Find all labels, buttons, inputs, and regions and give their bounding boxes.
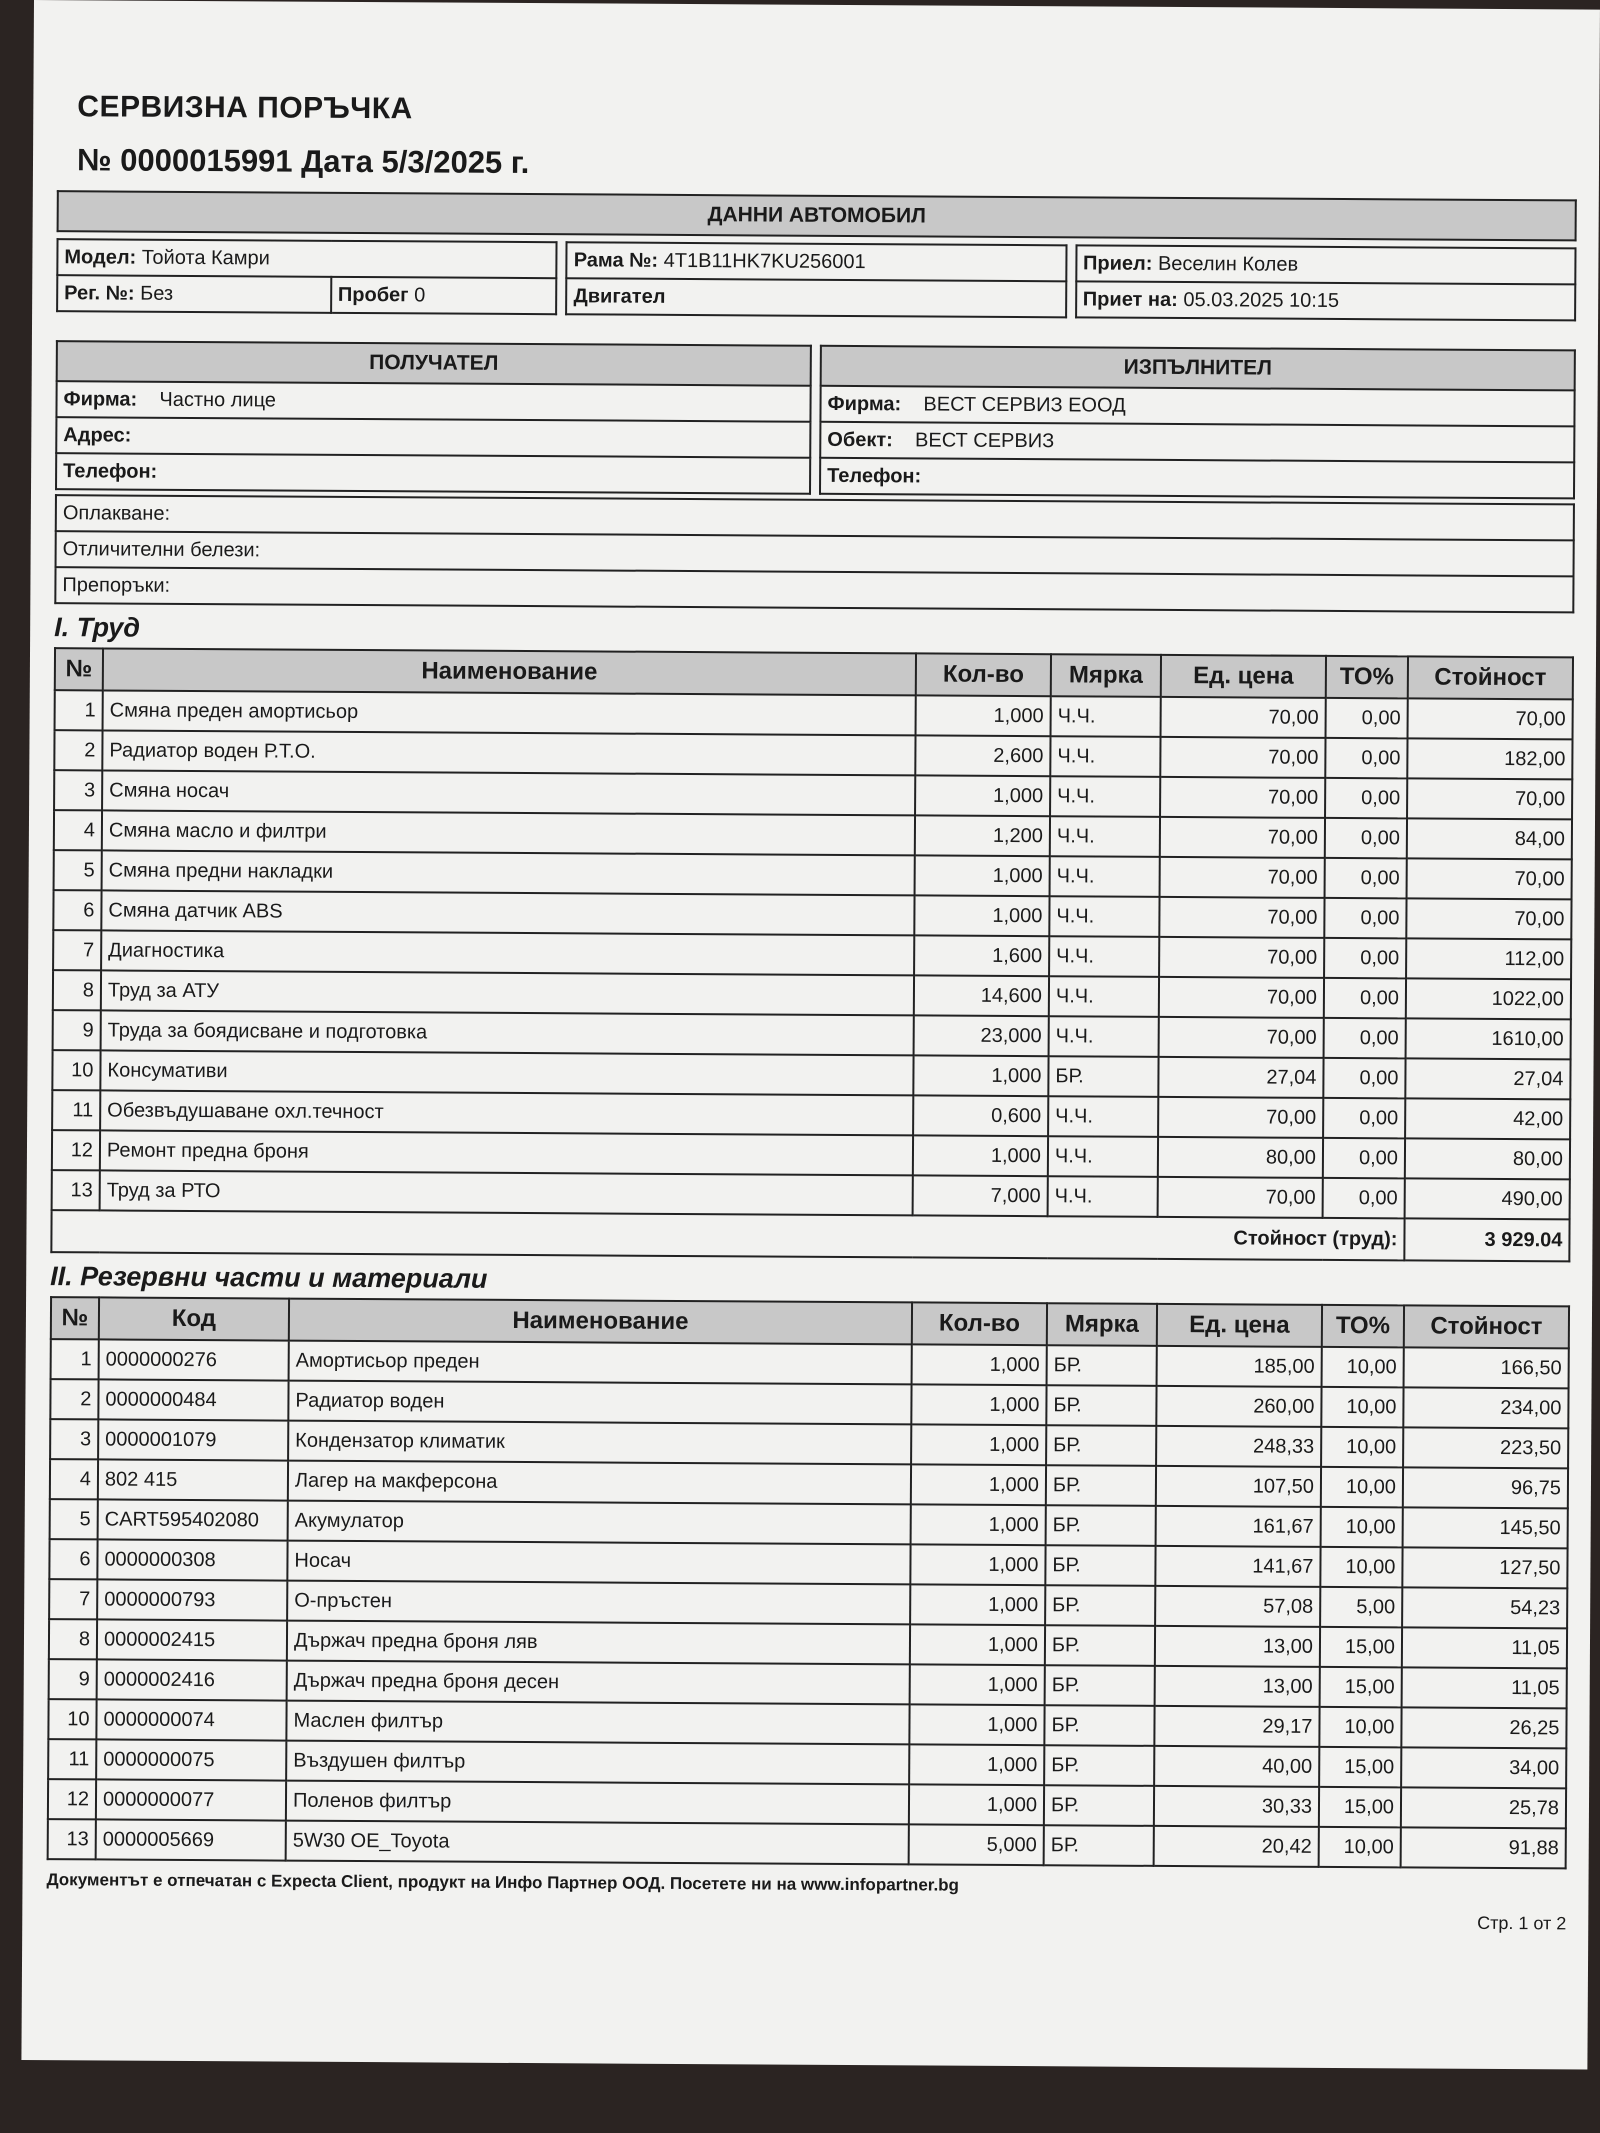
parts-cell: 141,67 [1155, 1546, 1320, 1587]
document-sheet [21, 0, 1600, 2070]
labor-cell: Ч.Ч. [1048, 1176, 1158, 1217]
vehicle-frame-box [565, 241, 1067, 318]
parts-cell: 13 [48, 1819, 96, 1859]
labor-section-title: I. Труд [54, 612, 141, 643]
labor-cell: Ч.Ч. [1050, 856, 1160, 897]
reg-label: Рег. №: [64, 281, 135, 305]
labor-cell: 1,000 [915, 775, 1050, 816]
parts-cell: 0000000484 [98, 1379, 288, 1420]
labor-cell: 1,000 [913, 1055, 1048, 1096]
labor-cell: 112,00 [1406, 938, 1571, 979]
received-on-value: 05.03.2025 10:15 [1183, 288, 1340, 312]
labor-total-value: 3 929.04 [1404, 1218, 1569, 1261]
parts-cell: 10,00 [1319, 1827, 1401, 1868]
parts-cell: 54,23 [1402, 1587, 1567, 1628]
frame-label: Рама №: [573, 248, 659, 272]
parts-cell: БР. [1044, 1705, 1154, 1746]
parts-table [47, 1296, 1570, 1869]
vehicle-receipt-box [1075, 244, 1577, 321]
labor-cell: Ч.Ч. [1050, 736, 1160, 777]
parts-cell: 91,88 [1401, 1827, 1566, 1868]
labor-cell: 0,00 [1325, 858, 1407, 899]
labor-cell: Ч.Ч. [1049, 896, 1159, 937]
labor-cell: Ч.Ч. [1048, 1136, 1158, 1177]
labor-cell: 80,00 [1158, 1137, 1323, 1178]
parts-cell: Акумулатор [288, 1501, 911, 1545]
labor-cell: 11 [52, 1090, 100, 1130]
parts-cell: 0000000308 [97, 1539, 287, 1580]
parts-cell: 0000000074 [96, 1699, 286, 1740]
labor-cell: 7,000 [913, 1175, 1048, 1216]
parts-cell: 1,000 [910, 1584, 1045, 1625]
model-value: Тойота Камри [141, 246, 270, 269]
parts-cell: 1,000 [911, 1504, 1046, 1545]
parts-header-cell: Код [99, 1297, 289, 1340]
parts-cell: БР. [1044, 1745, 1154, 1786]
parts-cell: 1,000 [911, 1384, 1046, 1425]
labor-cell: 0,00 [1324, 938, 1406, 979]
parts-cell: 10,00 [1319, 1707, 1401, 1748]
parts-header-cell: Ед. цена [1157, 1304, 1322, 1347]
labor-cell: Смяна предни накладки [102, 850, 915, 895]
parts-cell: 0000002415 [97, 1619, 287, 1660]
notes-table [54, 494, 1575, 613]
labor-cell: 3 [54, 770, 102, 810]
parts-cell: Държач предна броня десен [287, 1661, 910, 1705]
labor-cell: Ч.Ч. [1049, 976, 1159, 1017]
parts-cell: 10,00 [1321, 1467, 1403, 1508]
labor-cell: 9 [53, 1010, 101, 1050]
labor-cell: 70,00 [1158, 1177, 1323, 1218]
parts-cell: БР. [1046, 1465, 1156, 1506]
parts-cell: Амортисьор преден [289, 1341, 912, 1385]
parts-header-cell: Кол-во [912, 1302, 1047, 1345]
parts-cell: 0000000793 [97, 1579, 287, 1620]
parts-cell: 96,75 [1403, 1467, 1568, 1508]
labor-cell: 84,00 [1407, 818, 1572, 859]
parts-cell: 5,00 [1320, 1587, 1402, 1628]
parts-cell: 57,08 [1155, 1586, 1320, 1627]
labor-cell: 1 [55, 690, 103, 730]
recipient-table [55, 340, 812, 495]
parts-cell: 0000002416 [97, 1659, 287, 1700]
contractor-band: ИЗПЪЛНИТЕЛ [821, 346, 1575, 391]
footer-note: Документът е отпечатан с Expecta Client, продукт на Инфо Партнер ООД. Посетете ни на www.infopartner.bg [46, 1870, 960, 1895]
parts-cell: Маслен филтър [286, 1701, 909, 1745]
parts-cell: 1,000 [911, 1464, 1046, 1505]
parts-cell: 13,00 [1155, 1626, 1320, 1667]
labor-cell: 2,600 [915, 735, 1050, 776]
parts-cell: 145,50 [1403, 1507, 1568, 1548]
labor-cell: 13 [52, 1170, 100, 1210]
labor-cell: 1610,00 [1406, 1018, 1571, 1059]
vehicle-band: ДАННИ АВТОМОБИЛ [58, 191, 1576, 240]
parts-cell: 15,00 [1319, 1747, 1401, 1788]
parts-cell: 30,33 [1154, 1786, 1319, 1827]
labor-cell: Смяна преден амортисьор [103, 690, 916, 735]
parts-cell: 1,000 [910, 1664, 1045, 1705]
recipient-address-label: Адрес: [63, 423, 132, 447]
parts-cell: 234,00 [1403, 1387, 1568, 1428]
received-on-label: Приет на: [1082, 287, 1178, 311]
labor-cell: 0,00 [1323, 1058, 1405, 1099]
parts-cell: 26,25 [1401, 1707, 1566, 1748]
parts-cell: 166,50 [1404, 1347, 1569, 1388]
labor-cell: 0,00 [1325, 778, 1407, 819]
parts-cell: 127,50 [1402, 1547, 1567, 1588]
parts-cell: 10,00 [1321, 1387, 1403, 1428]
labor-cell: Труда за боядисване и подготовка [101, 1010, 914, 1055]
labor-cell: БР. [1048, 1056, 1158, 1097]
model-label: Модел: [64, 245, 137, 269]
parts-cell: Поленов филтър [286, 1781, 909, 1825]
received-by-label: Приел: [1083, 251, 1153, 275]
parts-cell: 11,05 [1402, 1667, 1567, 1708]
parts-cell: 25,78 [1401, 1787, 1566, 1828]
labor-cell: Ч.Ч. [1049, 1016, 1159, 1057]
parts-cell: 6 [49, 1539, 97, 1579]
labor-cell: Ч.Ч. [1050, 816, 1160, 857]
contractor-company-value: ВЕСТ СЕРВИЗ ЕООД [923, 392, 1126, 417]
parts-cell: 1,000 [911, 1424, 1046, 1465]
parts-cell: Кондензатор климатик [288, 1421, 911, 1465]
labor-cell: 0,00 [1324, 1018, 1406, 1059]
labor-cell: Смяна датчик ABS [101, 890, 914, 935]
document-title: СЕРВИЗНА ПОРЪЧКА [77, 90, 413, 126]
contractor-company-label: Фирма: [827, 392, 902, 415]
labor-cell: 490,00 [1405, 1178, 1570, 1219]
parts-cell: 0000005669 [96, 1819, 286, 1860]
parts-cell: 34,00 [1401, 1747, 1566, 1788]
labor-cell: Радиатор воден Р.Т.О. [102, 730, 915, 775]
labor-cell: 14,600 [914, 975, 1049, 1016]
labor-cell: Ч.Ч. [1050, 776, 1160, 817]
parts-cell: БР. [1045, 1625, 1155, 1666]
parts-cell: 7 [49, 1579, 97, 1619]
parts-cell: Държач предна броня ляв [287, 1621, 910, 1665]
labor-cell: 70,00 [1159, 897, 1324, 938]
labor-cell: 182,00 [1407, 738, 1572, 779]
parts-cell: 107,50 [1156, 1466, 1321, 1507]
parts-cell: БР. [1044, 1825, 1154, 1866]
labor-header-cell: Ед. цена [1161, 655, 1326, 698]
parts-cell: 5W30 OE_Toyota [286, 1821, 909, 1865]
parts-cell: 223,50 [1403, 1427, 1568, 1468]
parts-cell: Въздушен филтър [286, 1741, 909, 1785]
parts-cell: 1,000 [910, 1544, 1045, 1585]
mileage-value: 0 [414, 283, 426, 306]
recipient-phone-label: Телефон: [63, 459, 158, 483]
labor-cell: 1,000 [913, 1135, 1048, 1176]
parts-cell: 10 [48, 1699, 96, 1739]
labor-cell: Смяна масло и филтри [102, 810, 915, 855]
recommendations-field: Препоръки: [55, 567, 1573, 612]
labor-cell: 70,00 [1408, 698, 1573, 739]
labor-cell: 7 [53, 930, 101, 970]
labor-cell: 70,00 [1158, 1097, 1323, 1138]
labor-cell: 70,00 [1160, 857, 1325, 898]
labor-cell: 70,00 [1160, 777, 1325, 818]
parts-cell: БР. [1045, 1665, 1155, 1706]
parts-cell: 11,05 [1402, 1627, 1567, 1668]
parts-cell: 10,00 [1321, 1427, 1403, 1468]
labor-cell: 1022,00 [1406, 978, 1571, 1019]
labor-cell: 0,00 [1325, 818, 1407, 859]
labor-cell: 6 [53, 890, 101, 930]
parts-cell: 5,000 [909, 1824, 1044, 1865]
labor-cell: 27,04 [1158, 1057, 1323, 1098]
labor-cell: 70,00 [1407, 858, 1572, 899]
parts-cell: 12 [48, 1779, 96, 1819]
distinctive-marks-field: Отличителни белези: [56, 531, 1574, 576]
labor-table [50, 647, 1574, 1262]
parts-cell: 802 415 [98, 1459, 288, 1500]
parts-cell: 15,00 [1320, 1627, 1402, 1668]
labor-cell: 70,00 [1161, 697, 1326, 738]
parts-cell: 1,000 [909, 1784, 1044, 1825]
labor-cell: 1,600 [914, 935, 1049, 976]
labor-header-cell: Кол-во [916, 653, 1051, 696]
parts-cell: 260,00 [1156, 1386, 1321, 1427]
mileage-label: Пробег [337, 283, 409, 306]
labor-cell: Смяна носач [102, 770, 915, 815]
labor-cell: Труд за РТО [100, 1170, 913, 1215]
recipient-band: ПОЛУЧАТЕЛ [57, 341, 811, 386]
vehicle-data-table [57, 190, 1577, 241]
page-number: Стр. 1 от 2 [1477, 1912, 1567, 1934]
contractor-phone-label: Телефон: [827, 464, 922, 487]
order-number-date: № 0000015991 Дата 5/3/2025 г. [76, 142, 530, 181]
labor-cell: 0,00 [1325, 738, 1407, 779]
parts-cell: 8 [49, 1619, 97, 1659]
parts-cell: CART595402080 [98, 1499, 288, 1540]
parts-cell: 10,00 [1321, 1507, 1403, 1548]
labor-cell: 1,000 [915, 855, 1050, 896]
parts-header-cell: № [51, 1297, 99, 1339]
parts-cell: 1,000 [909, 1704, 1044, 1745]
parts-cell: 9 [49, 1659, 97, 1699]
labor-cell: 1,000 [916, 695, 1051, 736]
parts-cell: О-пръстен [287, 1581, 910, 1625]
parts-cell: 11 [48, 1739, 96, 1779]
parts-cell: 40,00 [1154, 1746, 1319, 1787]
parts-cell: БР. [1044, 1785, 1154, 1826]
parts-cell: БР. [1046, 1385, 1156, 1426]
parts-cell: Радиатор воден [288, 1381, 911, 1425]
labor-header-cell: Наименование [103, 648, 916, 695]
parts-cell: Лагер на макферсона [288, 1461, 911, 1505]
labor-header-cell: № [55, 648, 103, 690]
labor-total-row [51, 1210, 1569, 1261]
recipient-company-value: Частно лице [159, 388, 277, 411]
labor-cell: Диагностика [101, 930, 914, 975]
parts-cell: 1,000 [909, 1744, 1044, 1785]
parts-cell: 1 [51, 1339, 99, 1379]
parts-header-cell: Мярка [1047, 1303, 1157, 1346]
labor-cell: 70,00 [1406, 898, 1571, 939]
labor-cell: 10 [52, 1050, 100, 1090]
parts-cell: 185,00 [1157, 1346, 1322, 1387]
labor-cell: 70,00 [1159, 937, 1324, 978]
labor-cell: Ч.Ч. [1049, 936, 1159, 977]
parts-cell: БР. [1046, 1425, 1156, 1466]
parts-cell: БР. [1046, 1505, 1156, 1546]
labor-cell: 23,000 [914, 1015, 1049, 1056]
parts-cell: БР. [1045, 1545, 1155, 1586]
complaint-field: Оплакване: [56, 495, 1574, 540]
frame-value: 4T1B11HK7KU256001 [663, 249, 866, 273]
labor-cell: 0,00 [1324, 978, 1406, 1019]
parts-cell: 2 [50, 1379, 98, 1419]
contractor-table [819, 345, 1576, 500]
parts-cell: 0000000075 [96, 1739, 286, 1780]
contractor-site-value: ВЕСТ СЕРВИЗ [914, 428, 1055, 452]
labor-header-cell: ТО% [1326, 656, 1408, 699]
parts-cell: 248,33 [1156, 1426, 1321, 1467]
labor-cell: 0,00 [1323, 1098, 1405, 1139]
labor-cell: 0,00 [1323, 1138, 1405, 1179]
labor-cell: 2 [54, 730, 102, 770]
parts-cell: 10,00 [1320, 1547, 1402, 1588]
parts-cell: 13,00 [1155, 1666, 1320, 1707]
recipient-company-label: Фирма: [63, 387, 138, 411]
parts-section-title: II. Резервни части и материали [50, 1261, 488, 1294]
labor-cell: 1,000 [914, 895, 1049, 936]
parts-cell: БР. [1045, 1585, 1155, 1626]
labor-cell: 0,00 [1323, 1178, 1405, 1219]
parts-cell: 3 [50, 1419, 98, 1459]
parts-header-cell: ТО% [1322, 1305, 1404, 1348]
parts-cell: 1,000 [910, 1624, 1045, 1665]
labor-cell: 70,00 [1159, 977, 1324, 1018]
labor-cell: 0,00 [1326, 698, 1408, 739]
parts-cell: 15,00 [1319, 1787, 1401, 1828]
labor-cell: Обезвъдушаване охл.течност [100, 1090, 913, 1135]
parts-header-cell: Стойност [1404, 1305, 1569, 1348]
labor-cell: 42,00 [1405, 1098, 1570, 1139]
parts-cell: 5 [50, 1499, 98, 1539]
parts-cell: 161,67 [1156, 1506, 1321, 1547]
labor-cell: 5 [54, 850, 102, 890]
labor-cell: Ремонт предна броня [100, 1130, 913, 1175]
labor-cell: 12 [52, 1130, 100, 1170]
vehicle-model-box [56, 238, 558, 315]
labor-cell: Труд за АТУ [101, 970, 914, 1015]
labor-cell: 0,600 [913, 1095, 1048, 1136]
table-row [48, 1819, 1566, 1868]
labor-cell: 70,00 [1160, 737, 1325, 778]
parts-cell: 0000000276 [99, 1339, 289, 1380]
labor-cell: Ч.Ч. [1048, 1096, 1158, 1137]
labor-cell: Консумативи [100, 1050, 913, 1095]
service-order [46, 90, 1577, 1934]
labor-header-cell: Мярка [1051, 654, 1161, 697]
parts-cell: 4 [50, 1459, 98, 1499]
engine-label: Двигател [573, 284, 666, 308]
labor-cell: 70,00 [1159, 1017, 1324, 1058]
labor-total-label: Стойност (труд): [51, 1210, 1404, 1260]
labor-header-cell: Стойност [1408, 656, 1573, 699]
parts-cell: 20,42 [1154, 1826, 1319, 1867]
parts-cell: 29,17 [1154, 1706, 1319, 1747]
contractor-site-label: Обект: [827, 428, 893, 451]
labor-cell: 8 [53, 970, 101, 1010]
parts-cell: 10,00 [1322, 1347, 1404, 1388]
parts-cell: 15,00 [1320, 1667, 1402, 1708]
labor-cell: 0,00 [1324, 898, 1406, 939]
labor-cell: 1,200 [915, 815, 1050, 856]
parts-header-cell: Наименование [289, 1299, 912, 1345]
parts-cell: БР. [1047, 1345, 1157, 1386]
labor-cell: 27,04 [1405, 1058, 1570, 1099]
labor-cell: Ч.Ч. [1051, 696, 1161, 737]
received-by-value: Веселин Колев [1157, 252, 1299, 276]
parts-cell: 1,000 [912, 1344, 1047, 1385]
parts-cell: 0000001079 [98, 1419, 288, 1460]
labor-cell: 4 [54, 810, 102, 850]
reg-value: Без [140, 282, 174, 305]
parts-cell: 0000000077 [96, 1779, 286, 1820]
labor-cell: 80,00 [1405, 1138, 1570, 1179]
parts-cell: Носач [287, 1541, 910, 1585]
labor-cell: 70,00 [1407, 778, 1572, 819]
labor-cell: 70,00 [1160, 817, 1325, 858]
